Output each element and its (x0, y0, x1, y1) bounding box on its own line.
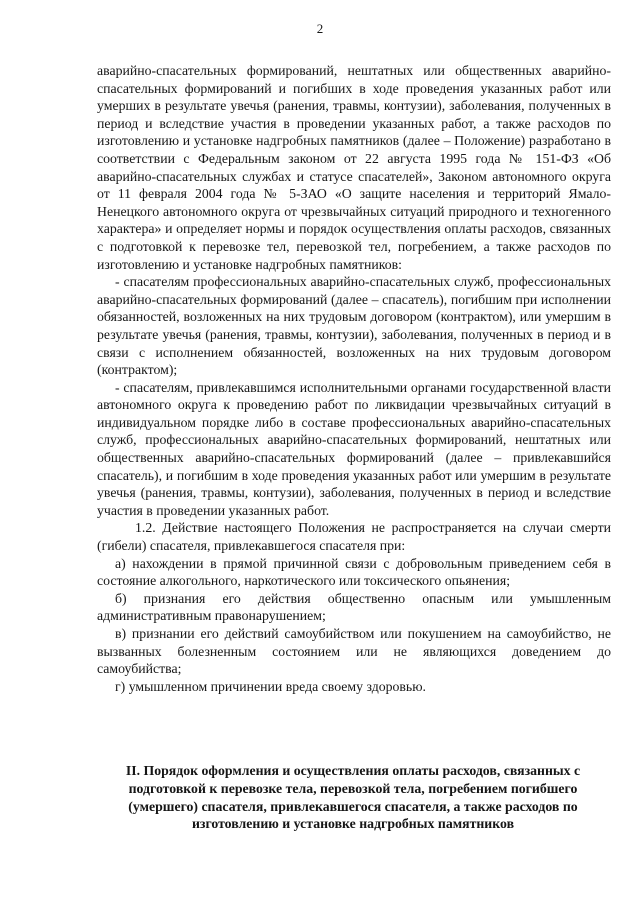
section-heading: II. Порядок оформления и осуществления оплаты расходов, связанных с подготовкой к перевозке тела, перевозкой тела, погребением погибшего (умершего) спасателя, привлекавшегося спасателя, а также расходов по изготовлению и установке надгробных памятников (125, 763, 581, 832)
page-number: 2 (316, 21, 324, 36)
paragraph-item-a: а) нахождении в прямой причинной связи с добровольным приведением себя в состояние алкогольного, наркотического или токсического опьянения; (97, 555, 611, 589)
paragraph-professional-rescuers: - спасателям профессиональных аварийно-спасательных служб, профессиональных аварийно-спасательных формирований (далее – спасатель), погибшим при исполнении обязанностей, возложенных на них трудовым договором (контрактом), или умершим в результате увечья (ранения, травмы, контузии), заболевания, полученных в период и в связи с исполнением обязанностей, возложенных на них трудовым договором (контрактом); (97, 274, 611, 378)
paragraph-item-b: б) признания его действия общественно опасным или умышленным административным правонарушением; (97, 590, 611, 624)
paragraph-involved-rescuers: - спасателям, привлекавшимся исполнительными органами государственной власти автономного округа к проведению работ по ликвидации чрезвычайных ситуаций в индивидуальном порядке либо в составе профессиональных аварийно-спасательных служб, профессиональных аварийно-спасательных формирований, нештатных или общественных аварийно-спасательных формирований (далее – привлекавшийся спасатель), и погибшим в ходе проведения указанных работ или умершим в результате увечья (ранения, травмы, контузии), заболевания, полученных в период и вследствие участия в проведении указанных работ. (97, 379, 611, 518)
paragraph-item-g: г) умышленном причинении вреда своему здоровью. (115, 678, 426, 694)
paragraph-item-v: в) признании его действий самоубийством или покушением на самоубийство, не вызванных болезненным состоянием или не являющихся доведением до самоубийства; (97, 626, 611, 677)
paragraph-clause-1-2: 1.2. Действие настоящего Положения не распространяется на случаи смерти (гибели) спасателя, привлекавшегося спасателя при: (97, 520, 611, 554)
document-body (97, 62, 611, 695)
paragraph-positions-intro: аварийно-спасательных формирований, нештатных или общественных аварийно-спасательных формирований и погибших в ходе проведения указанных работ или умерших в результате увечья (ранения, травмы, контузии), заболевания, полученных в период и вследствие участия в проведении указанных работ, а также расходов по изготовлению и установке надгробных памятников (далее – Положение) разработано в соответствии с Федеральным законом от 22 августа 1995 года № 151-ФЗ «Об аварийно-спасательных службах и статусе спасателей», Законом автономного округа от 11 февраля 2004 года № 5-ЗАО «О защите населения и территорий Ямало-Ненецкого автономного округа от чрезвычайных ситуаций природного и техногенного характера» и определяет нормы и порядок осуществления оплаты расходов, связанных с подготовкой к перевозке тел, перевозкой тел, погребением, а также расходов по изготовлению и установке надгробных памятников: (97, 63, 611, 272)
